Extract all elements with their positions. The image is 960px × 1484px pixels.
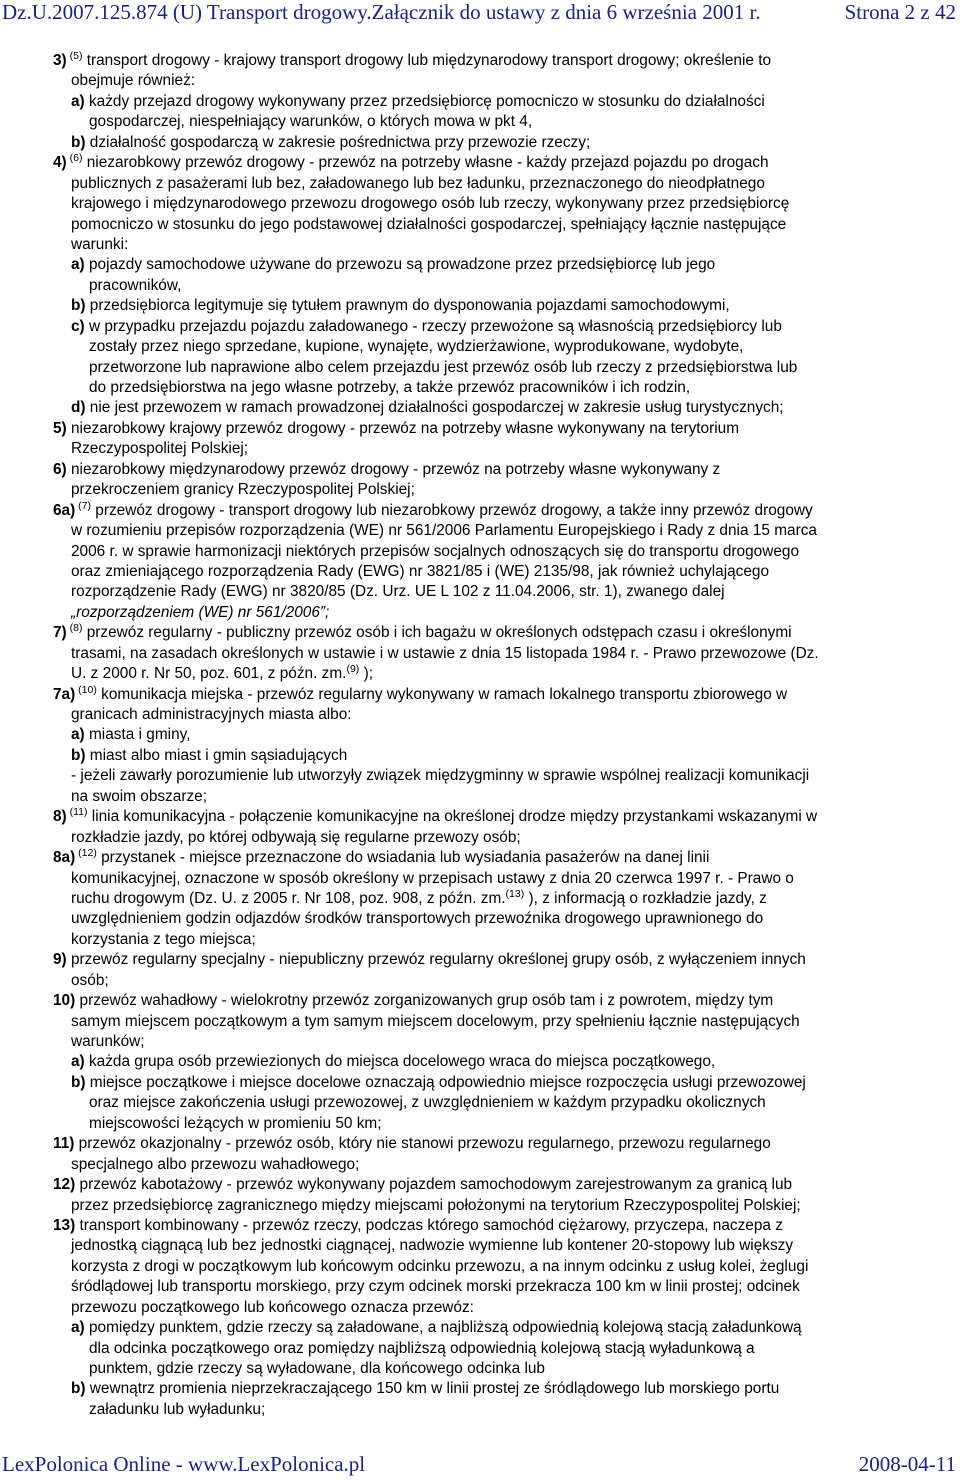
text-line [0, 337, 960, 357]
text-line [0, 1093, 960, 1113]
text-line [0, 848, 960, 868]
footer-date: 2008-04-11 [858, 1452, 956, 1476]
text-line [0, 521, 960, 541]
line-text: transport kombinowany - przewóz rzeczy, podczas którego samochód ciężarowy, przyczepa, naczepa z [75, 1216, 783, 1234]
line-text: przedsiębiorca legitymuje się tytułem prawnym do dysponowania pojazdami samochodowymi, [85, 297, 730, 315]
footnote-ref: (11) [66, 806, 88, 819]
text-line [0, 501, 960, 521]
text-line [0, 807, 960, 827]
line-text: niezarobkowy krajowy przewóz drogowy - przewóz na potrzeby własne wykonywany na terytorium [66, 419, 740, 437]
line-text: 2006 r. w sprawie harmonizacji niektórych przepisów socjalnych odnoszących się do transportu drogowego [71, 542, 800, 560]
text-line [0, 378, 960, 398]
line-text: pomocniczo w stosunku do jego podstawowej działalności gospodarczej, spełniający łącznie następujące [71, 215, 787, 233]
item-label: 7) [53, 624, 67, 642]
text-line [0, 1318, 960, 1338]
line-text-tail: ), z informacją o rozkładzie jazdy, z [524, 889, 767, 907]
line-text: nie jest przewozem w ramach prowadzonej działalności gospodarczej w zakresie usług turystycznych; [85, 399, 784, 417]
item-label: 13) [53, 1216, 76, 1234]
text-line [0, 1134, 960, 1154]
line-text: publicznych z pasażerami lub bez, załadowanego lub bez ładunku, przeznaczonego do nieodpłatnego [71, 174, 765, 192]
line-text: przekroczeniem granicy Rzeczypospolitej Polskiej; [71, 481, 415, 499]
line-text: uwzględnieniem godzin odjazdów środków transportowych przewoźnika drogowego uprawnionego do [71, 910, 764, 928]
item-label: c) [71, 317, 85, 335]
item-label: b) [71, 297, 86, 315]
line-text: przez przedsiębiorcę zagranicznego między miejscami położonymi na terytorium Rzeczypospolitej Polskiej; [71, 1196, 801, 1214]
line-text: punktem, gdzie rzeczy są wyładowane, dla końcowego odcinka lub [89, 1360, 545, 1377]
line-text: śródlądowej lub transportu morskiego, przy czym odcinek morski przekracza 100 km w linii prostej; odcinek [71, 1278, 800, 1296]
text-line [0, 542, 960, 562]
text-line [0, 92, 960, 112]
item-label: d) [71, 399, 86, 417]
text-line [0, 112, 960, 132]
item-label: 9) [53, 951, 67, 969]
line-text: każdy przejazd drogowy wykonywany przez przedsiębiorcę pomocniczo w stosunku do działalności [84, 92, 765, 110]
text-line [0, 1216, 960, 1236]
line-text: jednostką ciągnącą lub bez jednostki ciągnącej, nadwozie wymienne lub kontener 20-stopowy lub większy [71, 1237, 794, 1255]
line-text: warunków; [71, 1033, 145, 1050]
text-line [0, 787, 960, 807]
line-text: oraz zmieniającego rozporządzenia Rady (EWG) nr 3821/85 i (WE) 2135/98, jak również uchylającego [71, 562, 770, 580]
text-line [0, 664, 960, 684]
text-line [0, 235, 960, 255]
item-label: a) [71, 256, 85, 274]
text-line [0, 1379, 960, 1399]
line-text: obejmuje również: [71, 72, 196, 90]
text-line [0, 1400, 960, 1420]
item-label: 12) [53, 1176, 76, 1194]
line-text: ruchu drogowym (Dz. U. z 2005 r. Nr 108, poz. 908, z późn. zm. [71, 889, 506, 907]
footnote-ref: (10) [75, 683, 97, 696]
text-line [0, 950, 960, 970]
text-line [0, 705, 960, 725]
line-text: osób; [71, 971, 109, 989]
text-line [0, 1073, 960, 1093]
footnote-ref: (5) [66, 50, 83, 63]
text-line [0, 460, 960, 480]
text-line [0, 255, 960, 275]
line-text: przewóz kabotażowy - przewóz wykonywany pojazdem samochodowym zarejestrowanym za granicą lub [75, 1176, 793, 1194]
line-text: rozkładzie jazdy, po której odbywają się regularne przewozy osób; [71, 828, 521, 846]
line-text: pracowników, [89, 276, 182, 294]
line-text: przetworzone lub naprawione albo celem przejazdu jest przewóz osób lub rzeczy z przedsiębiorstwa lub [89, 358, 798, 376]
text-line [0, 991, 960, 1011]
line-text: przewóz regularny - publiczny przewóz osób i ich bagażu w określonych odstępach czasu i określonymi [82, 624, 792, 642]
text-line [0, 480, 960, 500]
item-label: 5) [53, 419, 67, 437]
text-line [0, 1012, 960, 1032]
line-text: korzystania z tego miejsca; [71, 930, 256, 948]
text-line [0, 1196, 960, 1216]
line-text: U. z 2000 r. Nr 50, poz. 601, z późn. zm. [71, 665, 347, 683]
line-text: niezarobkowy międzynarodowy przewóz drogowy - przewóz na potrzeby własne wykonywany z [66, 460, 721, 478]
text-line [0, 71, 960, 91]
text-line [0, 746, 960, 766]
text-line [0, 562, 960, 582]
line-text: rozporządzenie Rady (EWG) nr 3820/85 (Dz. Urz. UE L 102 z 11.04.2006, str. 1), zwanego dalej [71, 583, 725, 601]
footnote-ref: (9) [346, 663, 360, 676]
footnote-ref: (8) [66, 622, 83, 635]
text-line [0, 419, 960, 439]
page-footer [2, 1452, 956, 1482]
line-text: przewóz drogowy - transport drogowy lub niezarobkowy przewóz drogowy, a także inny przewóz drogowy [91, 501, 813, 519]
text-line [0, 1236, 960, 1256]
line-text: przewóz okazjonalny - przewóz osób, który nie stanowi przewozu regularnego, przewozu regularnego [74, 1135, 771, 1153]
text-line [0, 153, 960, 173]
line-text: samym miejscem początkowym a tym samym miejscem docelowym, przy spełnieniu łącznie następujących [71, 1012, 800, 1030]
line-text: do przedsiębiorstwa na jego własne potrzeby, a także przewóz pracowników i ich rodzin, [89, 379, 691, 396]
item-label: 8a) [53, 849, 76, 867]
item-label: 6) [53, 460, 67, 478]
line-text-tail: ); [359, 665, 373, 683]
line-text: w przypadku przejazdu pojazdu załadowanego - rzeczy przewożone są własnością przedsiębiorcy lub [84, 317, 782, 335]
item-label: 7a) [53, 685, 76, 703]
item-label: 8) [53, 808, 67, 826]
text-line [0, 1155, 960, 1175]
line-text: miasta i gminy, [84, 726, 191, 744]
line-text: na swoim obszarze; [71, 787, 208, 805]
item-label: b) [71, 1380, 86, 1398]
text-line [0, 971, 960, 991]
item-label: 6a) [53, 501, 76, 519]
line-text: oraz miejsce zakończenia usługi przewozowej, z uwzględnieniem w każdym przypadku okolicznych [89, 1094, 766, 1112]
text-line [0, 828, 960, 848]
line-text: niezarobkowy przewóz drogowy - przewóz na potrzeby własne - każdy przejazd pojazdu po drogach [82, 154, 769, 172]
text-line [0, 644, 960, 664]
text-line [0, 1359, 960, 1379]
line-text: przewozu początkowego lub końcowego oznacza przewóz: [71, 1298, 474, 1316]
line-text: każda grupa osób przewiezionych do miejsca docelowego wraca do miejsca początkowego, [84, 1053, 716, 1071]
line-text: korzysta z drogi w początkowym lub końcowym odcinku przewozu, a na innym odcinku z usług kolei, żeglugi [71, 1257, 809, 1275]
footnote-ref: (13) [505, 888, 525, 901]
line-text: transport drogowy - krajowy transport drogowy lub międzynarodowy transport drogowy; określenie to [82, 52, 772, 69]
text-line [0, 1114, 960, 1134]
line-text: granicach administracyjnych miasta albo: [71, 706, 352, 723]
line-text: linia komunikacyjna - połączenie komunikacyjne na określonej drodze między przystankami wskazanymi w [87, 808, 818, 826]
footer-source: LexPolonica Online - www.LexPolonica.pl [2, 1452, 366, 1476]
item-label: b) [71, 1073, 86, 1091]
item-label: 3) [53, 52, 67, 69]
line-text: działalność gospodarczą w zakresie pośrednictwa przy przewozie rzeczy; [85, 133, 591, 151]
text-line [0, 276, 960, 296]
line-text: warunki: [71, 235, 129, 253]
line-text: przystanek - miejsce przeznaczone do wsiadania lub wysiadania pasażerów na danej linii [96, 849, 710, 867]
line-text: - jeżeli zawarły porozumienie lub utworzyły związek międzygminny w sprawie wspólnej realizacji komunikacji [71, 767, 810, 785]
item-label: 4) [53, 154, 67, 172]
text-line [0, 909, 960, 929]
text-line [0, 1052, 960, 1072]
item-label: a) [71, 726, 85, 744]
text-line [0, 869, 960, 889]
line-text: dla odcinka początkowego oraz pomiędzy najbliższą odpowiednią kolejową stacją wyładunkową a [89, 1339, 755, 1357]
line-text: pojazdy samochodowe używane do przewozu są prowadzone przez przedsiębiorcę lub jego [84, 256, 716, 274]
header-document-title: Dz.U.2007.125.874 (U) Transport drogowy.Załącznik do ustawy z dnia 6 września 2001 r. [2, 0, 761, 24]
document-body [0, 51, 960, 1420]
item-label: a) [71, 1053, 85, 1071]
line-text: komunikacyjnej, oznaczone w sposób określony w przepisach ustawy z dnia 20 czerwca 1997 r. - Prawo o [71, 869, 794, 887]
text-line [0, 603, 960, 623]
text-line [0, 296, 960, 316]
text-line [0, 1277, 960, 1297]
text-line [0, 215, 960, 235]
text-line [0, 174, 960, 194]
text-line [0, 1339, 960, 1359]
page-header [2, 0, 956, 34]
line-text: zostały przez niego sprzedane, kupione, wynajęte, wydzierżawione, wyprodukowane, wydobyte, [89, 338, 744, 356]
text-line [0, 398, 960, 418]
text-line [0, 1257, 960, 1277]
line-text: wewnątrz promienia nieprzekraczającego 150 km w linii prostej ze śródlądowego lub morskiego portu [85, 1380, 780, 1398]
text-line [0, 1032, 960, 1052]
text-line [0, 685, 960, 705]
footnote-ref: (12) [75, 847, 97, 860]
text-line [0, 766, 960, 786]
line-text: specjalnego albo przewozu wahadłowego; [71, 1155, 360, 1173]
text-line [0, 582, 960, 602]
item-label: 11) [53, 1135, 75, 1153]
line-text: przewóz regularny specjalny - niepubliczny przewóz regularny określonej grupy osób, z wyłączeniem innych [66, 951, 806, 969]
text-line [0, 623, 960, 643]
line-text: miast albo miast i gmin sąsiadujących [85, 746, 348, 764]
text-line [0, 358, 960, 378]
line-text: gospodarczej, niespełniający warunków, o których mowa w pkt 4, [89, 113, 533, 131]
line-text: krajowego i międzynarodowego przewozu drogowego osób lub rzeczy, wykonywany przez przedsiębiorcę [71, 195, 790, 213]
text-line [0, 317, 960, 337]
line-text: miejscowości leżących w promieniu 50 km; [89, 1114, 382, 1132]
text-line [0, 51, 960, 71]
line-text: w rozumieniu przepisów rozporządzenia (WE) nr 561/2006 Parlamentu Europejskiego i Rady z dnia 15 marca [71, 522, 817, 540]
line-text: Rzeczypospolitej Polskiej; [71, 440, 249, 458]
text-line [0, 930, 960, 950]
text-line [0, 133, 960, 153]
item-label: a) [71, 92, 85, 110]
line-text: „rozporządzeniem (WE) nr 561/2006”; [71, 603, 330, 621]
text-line [0, 1175, 960, 1195]
header-page-number: Strona 2 z 42 [844, 0, 956, 24]
line-text: komunikacja miejska - przewóz regularny wykonywany w ramach lokalnego transportu zbiorowego w [96, 685, 788, 703]
text-line [0, 889, 960, 909]
item-label: b) [71, 746, 86, 764]
text-line [0, 439, 960, 459]
line-text: przewóz wahadłowy - wielokrotny przewóz zorganizowanych grup osób tam i z powrotem, między tym [75, 992, 774, 1010]
footnote-ref: (7) [75, 499, 91, 512]
text-line [0, 194, 960, 214]
item-label: a) [71, 1319, 85, 1337]
text-line [0, 725, 960, 745]
item-label: 10) [53, 992, 76, 1010]
item-label: b) [71, 133, 86, 151]
line-text: trasami, na zasadach określonych w ustawie i w ustawie z dnia 15 listopada 1984 r. - Prawo przewozowe (Dz. [71, 644, 819, 662]
line-text: pomiędzy punktem, gdzie rzeczy są załadowane, a najbliższą odpowiednią kolejową stacją załadunkową [84, 1319, 802, 1337]
footnote-ref: (6) [66, 152, 83, 165]
text-line [0, 1298, 960, 1318]
line-text: miejsce początkowe i miejsce docelowe oznaczają odpowiednio miejsce rozpoczęcia usługi przewozowej [85, 1073, 806, 1091]
line-text: załadunku lub wyładunku; [89, 1400, 266, 1418]
